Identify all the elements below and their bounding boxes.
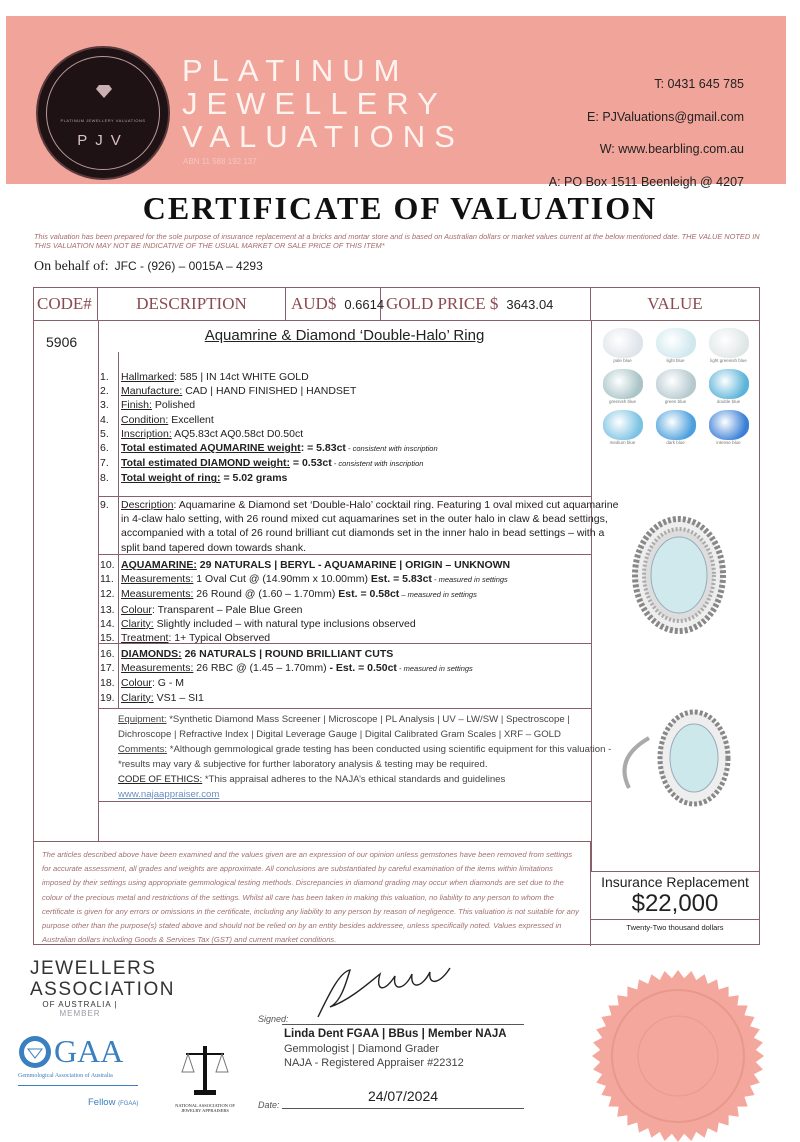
diamond-details: [100, 647, 625, 705]
address: A: PO Box 1511 Beenleigh @ 4207: [548, 174, 744, 189]
list-item: 19. Clarity: VS1 – SI1: [100, 691, 204, 704]
signer-registration: NAJA - Registered Appraiser #22312: [284, 1057, 464, 1069]
list-item: 12. Measurements: 26 Round @ (1.60 – 1.70mm) Est. = 0.58ct – measured in settings: [100, 588, 477, 601]
insurance-amount: $22,000: [631, 890, 719, 917]
logo-small-text: PLATINUM JEWELLERY VALUATIONS: [60, 118, 146, 123]
gem-swatch: dark blue: [649, 410, 702, 445]
aquamarine-colour-chart: [596, 328, 756, 445]
signed-label: Signed:: [258, 1014, 289, 1024]
aquamarine-details: [100, 558, 625, 645]
list-item: 4. Condition: Excellent: [100, 413, 214, 426]
phone: T: 0431 645 785: [654, 77, 744, 91]
item-title: Aquamrine & Diamond ‘Double-Halo’ Ring: [204, 327, 485, 344]
date-value: 24/07/2024: [367, 1088, 439, 1104]
date-label: Date:: [258, 1100, 280, 1110]
naja-logo: NATIONAL ASSOCIATION OF JEWELRY APPRAISERS: [175, 1040, 235, 1113]
header-banner: [6, 16, 786, 189]
brand-name: PLATINUM JEWELLERY VALUATIONS: [182, 53, 464, 154]
list-item: 5. Inscription: AQ5.83ct AQ0.58ct D0.50ct: [100, 427, 304, 440]
ring-side-view-image: [609, 698, 749, 818]
scales-of-justice-icon: [180, 1040, 230, 1100]
equipment-comments: Equipment: *Synthetic Diamond Mass Screener | Microscope | PL Analysis | UV – LW/SW | Spectroscope | Dichroscope | Refractive Index | Digital Leverage Gauge | Digital Calibrated Gram Scales | XRF – GOLD Comments: *Although gemmological grade testing has been conducted using scientific equipment for this valuation - *results may vary & subjective for further laboratory analysis & testing may be required. CODE OF ETHICS: *This appraisal adheres to the NAJA’s ethical standards and guidelines www.najaappraiser.com: [118, 714, 612, 800]
signer-name: Linda Dent FGAA | BBus | Member NAJA: [284, 1028, 507, 1040]
diamond-icon: [96, 84, 112, 98]
list-item: 15. Treatment: 1+ Typical Observed: [100, 632, 271, 645]
website: W: www.bearbling.com.au: [599, 142, 744, 156]
gem-swatch: double blue: [702, 369, 755, 404]
gem-swatch: greenish blue: [596, 369, 649, 404]
header-code: CODE#: [34, 288, 98, 321]
list-item: 17. Measurements: 26 RBC @ (1.45 – 1.70mm) - Est. = 0.50ct - measured in settings: [100, 662, 473, 675]
list-item: 7. Total estimated DIAMOND weight: = 0.53ct - consistent with inscription: [100, 457, 424, 470]
gem-swatch: light greenish blue: [702, 328, 755, 363]
header-value: VALUE: [591, 288, 759, 321]
gem-swatch: pale blue: [596, 328, 649, 363]
gaa-emblem-icon: [18, 1035, 52, 1069]
gem-swatch: intense blue: [702, 410, 755, 445]
list-item: 10. AQUAMARINE: 29 NATURALS | BERYL - AQUAMARINE | ORIGIN – UNKNOWN: [100, 559, 511, 571]
item-code: 5906: [46, 334, 78, 350]
embossed-seal: [592, 970, 764, 1142]
header-description: DESCRIPTION: [98, 288, 286, 321]
insurance-amount-words: Twenty-Two thousand dollars: [591, 919, 759, 932]
gem-swatch: medium blue: [596, 410, 649, 445]
header-gold-price: GOLD PRICE $ 3643.04: [381, 288, 591, 321]
pjv-logo: [36, 46, 170, 180]
list-item: 1. Hallmarked: 585 | IN 14ct WHITE GOLD: [100, 371, 309, 383]
list-item: 6. Total estimated AQUMARINE weight: = 5.83ct - consistent with inscription: [100, 442, 438, 455]
abn: ABN 11 588 192 137: [183, 157, 257, 166]
list-item: 11. Measurements: 1 Oval Cut @ (14.90mm x 10.00mm) Est. = 5.83ct - measured in settings: [100, 573, 508, 586]
gem-swatch: light blue: [649, 328, 702, 363]
page-title: CERTIFICATE OF VALUATION: [142, 190, 658, 226]
contact-info: [549, 68, 744, 198]
list-item: 16. DIAMONDS: 26 NATURALS | ROUND BRILLIANT CUTS: [100, 648, 394, 660]
list-item: 2. Manufacture: CAD | HAND FINISHED | HANDSET: [100, 385, 357, 398]
naja-link[interactable]: www.najaappraiser.com: [118, 789, 220, 800]
intro-notice: This valuation has been prepared for the sole purpose of insurance replacement at a bricks and mortar store and is based on Australian dollars or market values current at the below mentioned date. THE VALUE NOTED IN THIS VALUATION MAY NOT BE INDICATIVE OF THE USUAL MARKET OR SALE PRICE OF THIS ITEM*: [34, 232, 760, 250]
description-item: [100, 498, 625, 555]
ring-top-view-image: [624, 513, 734, 638]
list-item: 8. Total weight of ring: = 5.02 grams: [100, 472, 288, 485]
list-item: 3. Finish: Polished: [100, 399, 196, 412]
email: E: PJValuations@gmail.com: [587, 109, 744, 124]
list-item: 13. Colour: Transparent – Pale Blue Green: [100, 603, 303, 616]
on-behalf-of: On behalf of: JFC - (926) – 0015A – 4293: [34, 259, 263, 274]
jaa-logo: JEWELLERS ASSOCIATION OF AUSTRALIA | MEMBER: [30, 958, 175, 1018]
signer-role: Gemmologist | Diamond Grader: [284, 1043, 440, 1055]
disclaimer: The articles described above have been examined and the values given are an expression of our opinion unless gemstones have been removed from settings for accurate assessment, all grades and weights are approximate. All conclusions are substantiated by careful examination of the items within limitations imposed by their settings using appropriate gemmological testing methods. Discrepancies in diamond grading may occur when diamonds are set due to the colour of the precious metal and restrictions of the settings. Whilst all care has been taken in making this valuation, no liability to any person to whom the certificate is given for any errors or omissions in the certificate, including any liability to any person by reason of negligence. This valuation is not suitable for any purpose other than the purpose(s) stated above and should not be relied on by an entity besides addressee, unless specifically noted. Values expressed in Australian dollars including Goods & Services Tax (GST) and current market conditions.: [34, 841, 591, 946]
gem-swatch: green blue: [649, 369, 702, 404]
item-details-list: [100, 370, 625, 486]
list-item: 18. Colour: G - M: [100, 677, 185, 690]
list-item: 14. Clarity: Slightly included – with natural type inclusions observed: [100, 617, 416, 630]
signature: [300, 962, 460, 1022]
insurance-label: Insurance Replacement: [601, 874, 749, 890]
insurance-replacement: [591, 871, 759, 944]
list-item: 9. Description: Aquamarine & Diamond set ‘Double-Halo’ cocktail ring. Featuring 1 oval mixed cut aquamarine in 4-claw halo setting, with 26 round mixed cut aquamarines set in the outer halo in claw & bead settings, accompanied with a total of 26 round brilliant cut diamonds set in the inner halo in bead settings – with a split band tapered down towards shank.: [100, 499, 619, 554]
logo-initials: PJV: [77, 132, 129, 149]
header-aud: AUD$ 0.6614: [286, 288, 381, 321]
valuation-table: [33, 287, 760, 945]
